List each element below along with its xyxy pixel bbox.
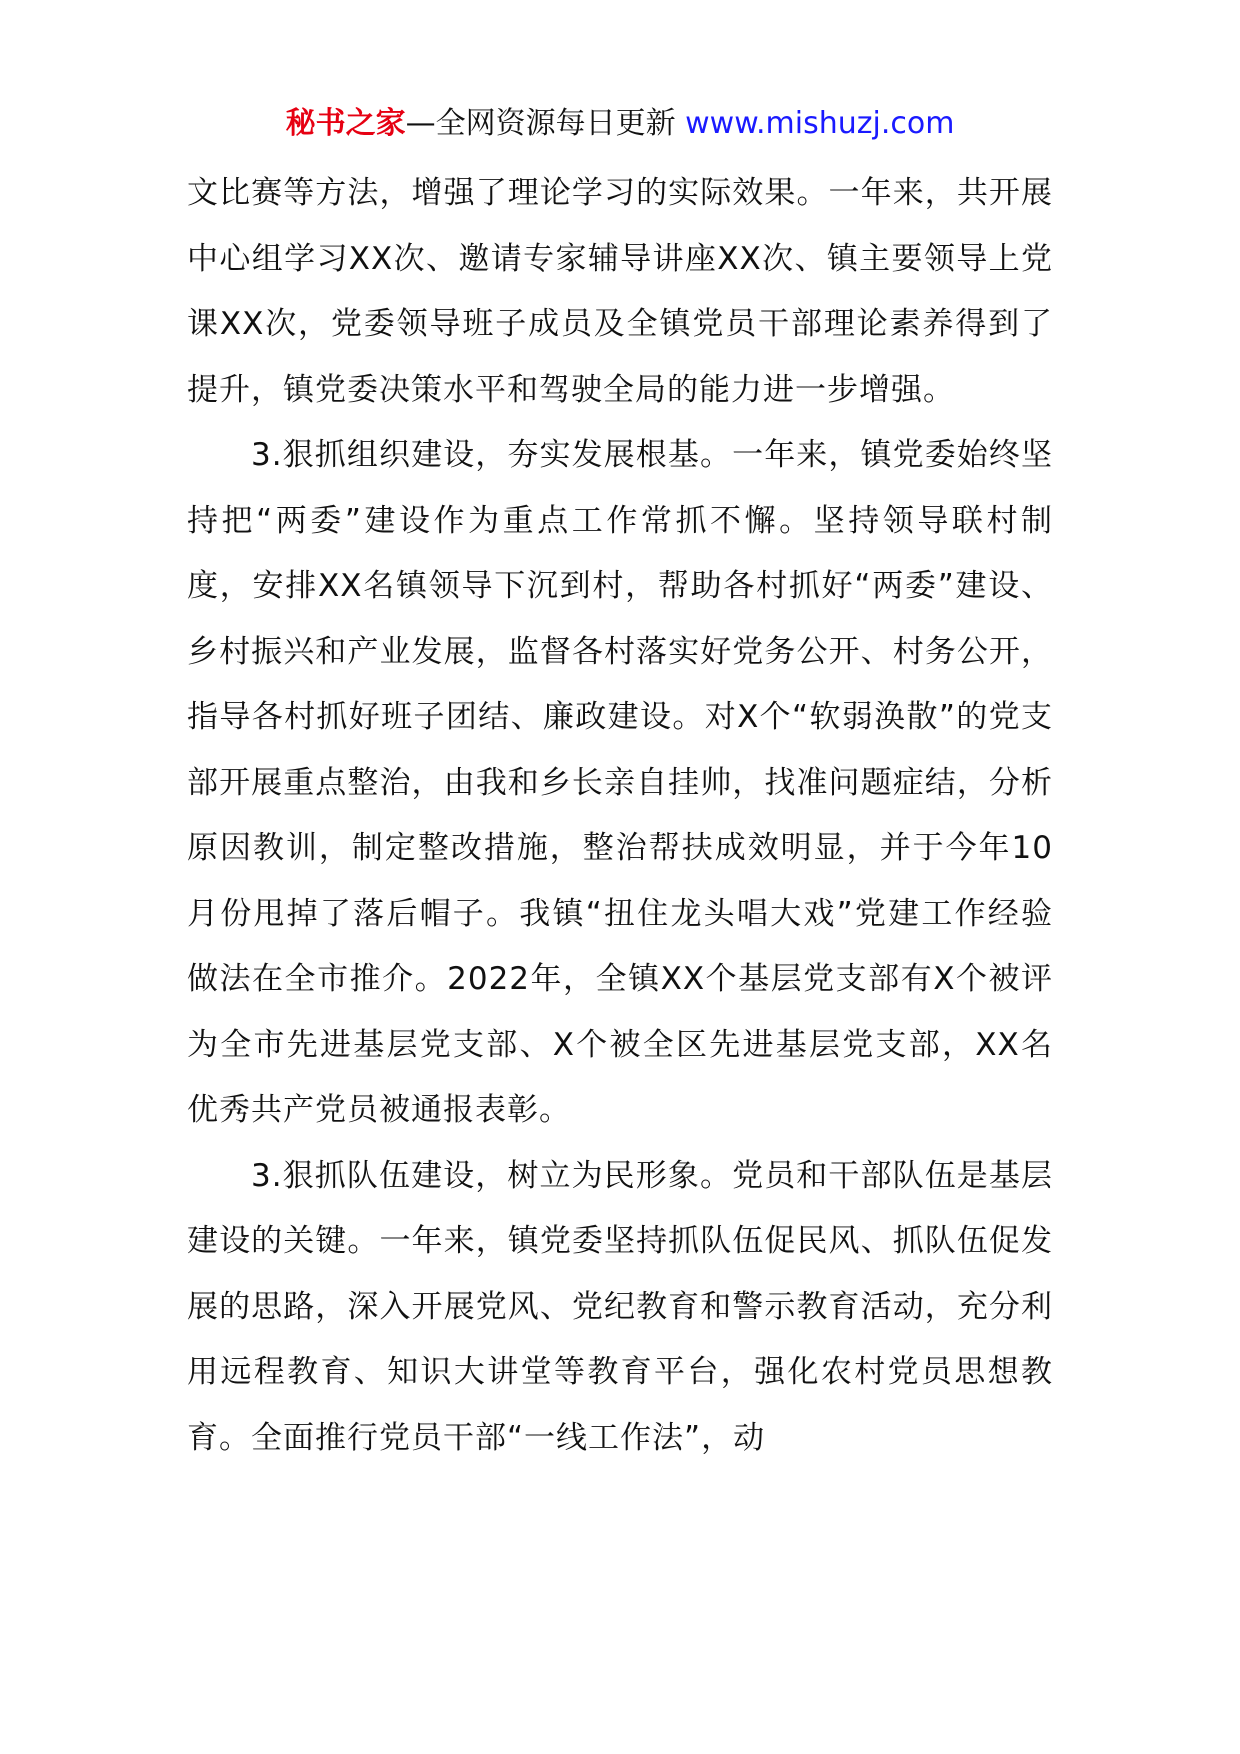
page-header [0,104,1240,144]
header-slogan: —全网资源每日更新 [405,106,676,141]
paragraph-organization-building: 3.狠抓组织建设，夯实发展根基。一年来，镇党委始终坚持把“两委”建设作为重点工作常抓不懈。坚持领导联村制度，安排XX名镇领导下沉到村，帮助各村抓好“两委”建设、乡村振兴和产业发展，监督各村落实好党务公开、村务公开，指导各村抓好班子团结、廉政建设。对X个“软弱涣散”的党支部开展重点整治，由我和乡长亲自挂帅，找准问题症结，分析原因教训，制定整改措施，整治帮扶成效明显，并于今年10月份甩掉了落后帽子。我镇“扭住龙头唱大戏”党建工作经验做法在全市推介。2022年，全镇XX个基层党支部有X个被评为全市先进基层党支部、X个被全区先进基层党支部，XX名优秀共产党员被通报表彰。 [187,437,1053,1128]
paragraph-team-building: 3.狠抓队伍建设，树立为民形象。党员和干部队伍是基层建设的关键。一年来，镇党委坚持抓队伍促民风、抓队伍促发展的思路，深入开展党风、党纪教育和警示教育活动，充分利用远程教育、知识大讲堂等教育平台，强化农村党员思想教育。全面推行党员干部“一线工作法”，动 [187,1157,1053,1456]
brand-name: 秘书之家 [285,106,406,141]
header-url-link[interactable]: www.mishuzj.com [685,106,955,141]
paragraph-continuation: 文比赛等方法，增强了理论学习的实际效果。一年来，共开展中心组学习XX次、邀请专家辅导讲座XX次、镇主要领导上党课XX次，党委领导班子成员及全镇党员干部理论素养得到了提升，镇党委决策水平和驾驶全局的能力进一步增强。 [187,175,1053,408]
document-body [187,161,1053,1471]
